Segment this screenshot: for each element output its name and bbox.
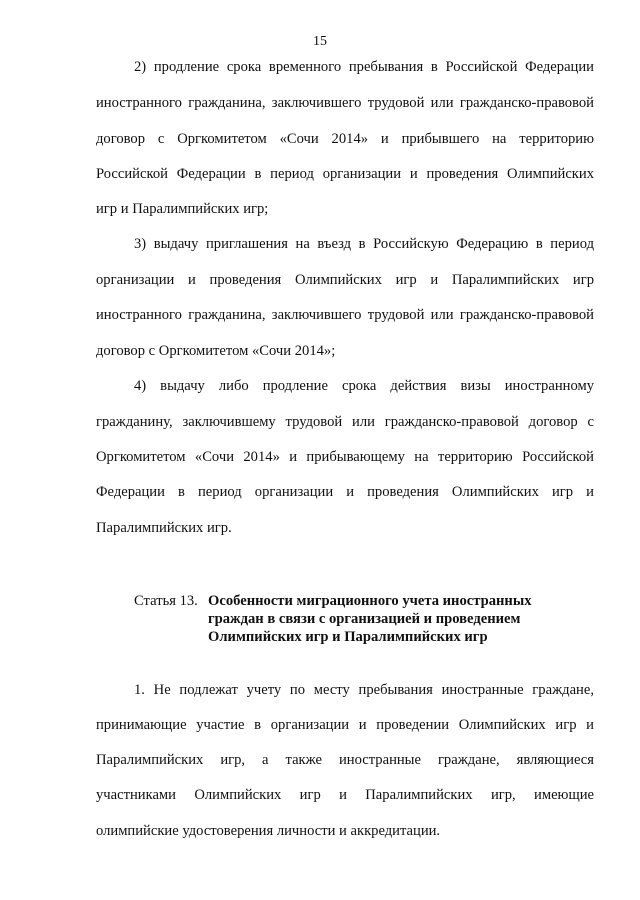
- article-label: Статья 13.: [134, 593, 198, 609]
- article-title-line-2: граждан в связи с организацией и проведением: [208, 611, 521, 627]
- item-2-line-4: Российской Федерации в период организации и проведения Олимпийских: [96, 166, 594, 182]
- item-4-line-3: Оргкомитетом «Сочи 2014» и прибывающему на территорию Российской: [96, 449, 594, 465]
- item-4-line-5: Паралимпийских игр.: [96, 520, 232, 536]
- article-title-line-3: Олимпийских игр и Паралимпийских игр: [208, 629, 488, 645]
- item-4-line-2: гражданину, заключившему трудовой или гражданско-правовой договор с: [96, 414, 594, 430]
- item-2-line-1: 2) продление срока временного пребывания в Российской Федерации: [134, 59, 594, 75]
- article-title-line-1: Особенности миграционного учета иностранных: [208, 593, 532, 609]
- page-number: 15: [313, 34, 327, 49]
- item-2-line-2: иностранного гражданина, заключившего трудовой или гражданско-правовой: [96, 95, 594, 111]
- item-2-line-3: договор с Оргкомитетом «Сочи 2014» и прибывшего на территорию: [96, 131, 594, 147]
- clause-1-line-3: Паралимпийских игр, а также иностранные граждане, являющиеся: [96, 752, 594, 768]
- item-2-line-5: игр и Паралимпийских игр;: [96, 201, 269, 217]
- item-3-line-3: иностранного гражданина, заключившего трудовой или гражданско-правовой: [96, 307, 594, 323]
- item-3-line-1: 3) выдачу приглашения на въезд в Российскую Федерацию в период: [134, 236, 594, 252]
- item-4-line-4: Федерации в период организации и проведения Олимпийских игр и: [96, 484, 594, 500]
- item-3-line-2: организации и проведения Олимпийских игр и Паралимпийских игр: [96, 272, 594, 288]
- item-4-line-1: 4) выдачу либо продление срока действия визы иностранному: [134, 378, 594, 394]
- clause-1-line-1: 1. Не подлежат учету по месту пребывания иностранные граждане,: [134, 682, 594, 698]
- clause-1-line-4: участниками Олимпийских игр и Паралимпийских игр, имеющие: [96, 787, 594, 803]
- item-3-line-4: договор с Оргкомитетом «Сочи 2014»;: [96, 343, 336, 359]
- clause-1-line-5: олимпийские удостоверения личности и аккредитации.: [96, 823, 441, 839]
- clause-1-line-2: принимающие участие в организации и проведении Олимпийских игр и: [96, 717, 594, 733]
